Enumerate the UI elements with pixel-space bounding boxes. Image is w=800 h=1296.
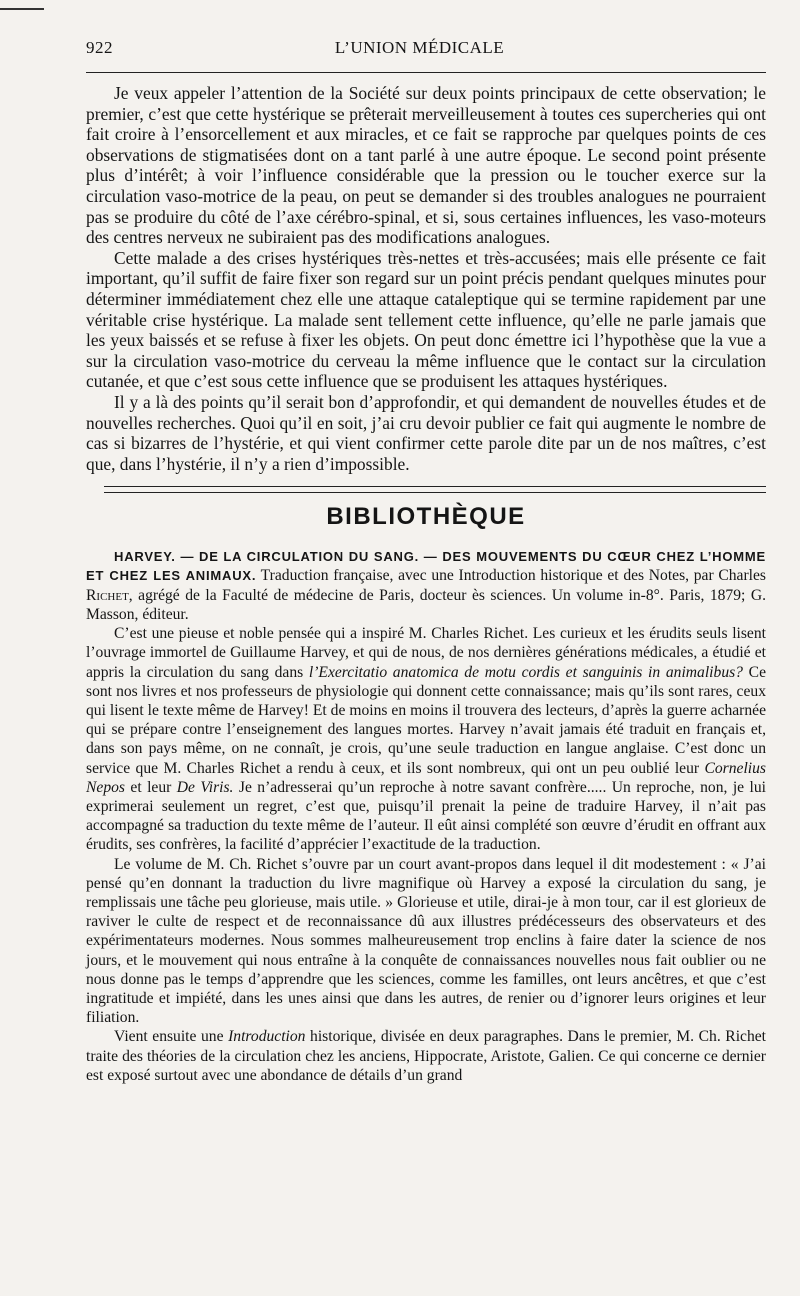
review-p3-text-a: Vient ensuite une: [114, 1028, 229, 1046]
section-title: BIBLIOTHÈQUE: [326, 503, 526, 531]
review-p1-text-b: Ce sont nos livres et nos professeurs de physiologie qui donnent cette connaissance; mais qu’ils sont rares, ceux qui lisent le texte même de Harvey! Et de moins en moins il trouvera des lecteurs, d’après la guerre acharnée qui se prépare contre l’enseignement des langues mortes. Harvey n’avait jamais été traduit en français et, dans son pays même, on ne connaît, je crois, qu’une seule traduction en langue anglaise. C’est donc un service que M. Charles Richet a rendu à ceux, et ils sont nombreux, qui ont un peu oublié leur: [86, 663, 766, 777]
review-p1-italic-deviris: De Viris.: [176, 778, 234, 796]
review-paragraph-3: [86, 1027, 766, 1085]
article-paragraph-2: Cette malade a des crises hystériques très-nettes et très-accusées; mais elle présente ce fait important, qu’il suffit de faire fixer son regard sur un point précis pendant quelques minutes pour déterminer immédiatement chez elle une attaque cataleptique qui se termine rapidement par une véritable crise hystérique. La malade sent tellement cette influence, qu’elle ne parle jamais que les yeux baissés et se refuse à fixer les objets. On peut donc émettre ici l’hypothèse que la vue a sur la circulation vaso-motrice du cerveau la même influence que le contact sur la circulation cutanée, et que c’est sous cette influence que se produisent les attaques hystériques.: [86, 247, 766, 392]
header-rule: [86, 72, 766, 73]
review-p3-italic: Introduction: [228, 1028, 306, 1046]
scan-edge-mark: [0, 8, 44, 10]
section-divider: [104, 486, 766, 493]
page-number: 922: [86, 38, 113, 57]
review-heading-text-1: Traduction française, avec une Introduction historique et des Notes, par Charles: [256, 567, 766, 585]
article-continuation: [86, 83, 766, 474]
review-p3-text-b: historique, divisée en deux paragraphes. Dans le premier, M. Ch. Richet traite des théories de la circulation chez les anciens, Hippocrate, Aristote, Galien. Ce qui concerne ce dernier est exposé surtout avec une abondance de détails d’un grand: [86, 1028, 767, 1084]
book-review: [86, 547, 766, 1085]
running-header: [86, 38, 766, 66]
review-p1-italic-nepos: Cornelius Nepos: [86, 759, 766, 796]
journal-title: L’UNION MÉDICALE: [334, 38, 505, 57]
review-heading-title: HARVEY. — DE LA CIRCULATION DU SANG. — DES MOUVEMENTS DU CŒUR CHEZ L’HOMME ET CHEZ LES ANIMAUX.: [86, 549, 766, 584]
review-paragraph-2: Le volume de M. Ch. Richet s’ouvre par un court avant-propos dans lequel il dit modestement : « J’ai pensé qu’en donnant la traduction du livre magnifique où Harvey a exposé la circulation du sang, je remplissais une tâche peu glorieuse, mais utile. » Glorieuse et utile, dirai-je à mon tour, car il est glorieux de raviver le culte de respect et de reconnaissance dû aux illustres prédécesseurs des observateurs et des expérimentateurs modernes. Nous sommes malheureusement trop enclins à faire dater la science de nos jours, et le mouvement qui nous entraîne à la conquête de connaissances nouvelles nous fait oublier ou ne nous donne pas le temps d’apprendre que les sciences, comme les familles, ont leurs ancêtres, et que c’est ingratitude et impiété, dans les unes ainsi que dans les autres, de renier ou d’ignorer leurs origines et leur filiation.: [86, 855, 766, 1027]
review-p1-text-c: et leur: [124, 778, 177, 796]
review-p1-latin-title: l’Exercitatio anatomica de motu cordis et sanguinis in animalibus?: [308, 663, 743, 681]
journal-page: [86, 38, 766, 1288]
review-paragraph-1: [86, 624, 766, 854]
review-p1-text-a: C’est une pieuse et noble pensée qui a inspiré M. Charles Richet. Les curieux et les érudits seuls lisent l’ouvrage immortel de Guillaume Harvey, et qui de nous, de nos dernières générations médicales, a étudié et appris la circulation du sang dans: [86, 625, 766, 681]
review-p1-text-d: Je n’adresserai qu’un reproche à notre savant confrère..... Un reproche, non, je lui exprimerai seulement un regret, c’est que, puisqu’il prenait la peine de traduire Harvey, il n’ait pas accompagné sa traduction du texte même de l’auteur. Il eût ainsi complété son œuvre d’érudit en offrant aux érudits, ses confrères, la facilité d’apprécier l’exactitude de la traduction.: [86, 778, 766, 854]
review-heading-text-2: , agrégé de la Faculté de médecine de Paris, docteur ès sciences. Un volume in-8°. Paris, 1879; G. Masson, éditeur.: [86, 586, 766, 623]
article-paragraph-3: Il y a là des points qu’il serait bon d’approfondir, et qui demandent de nouvelles études et de nouvelles recherches. Quoi qu’il en soit, j’ai cru devoir publier ce fait qui augmente le nombre de cas si bizarres de l’hystérie, et qui vient confirmer cette parole dite par un de nos maîtres, c’est que, dans l’hystérie, il n’y a rien d’impossible.: [86, 391, 766, 474]
review-heading: [86, 547, 766, 624]
article-paragraph-1: Je veux appeler l’attention de la Société sur deux points principaux de cette observation; le premier, c’est que cette hystérique se prêterait merveilleusement à toutes ces supercheries qui ont fait croire à l’ensorcellement et aux miracles, et ce fait se rapproche par quelques points de ces observations de stigmatisées dont on a tant parlé à une autre époque. Le second point présente plus d’intérêt; à voir l’influence considérable que la pression ou le toucher exerce sur la circulation vaso-motrice de la peau, on peut se demander si des troubles analogues ne pourraient pas se produire du côté de l’axe cérébro-spinal, et si, sous certaines influences, les vaso-moteurs des centres nerveux ne subiraient pas des modifications analogues.: [86, 83, 766, 248]
review-author: Richet: [86, 586, 129, 604]
